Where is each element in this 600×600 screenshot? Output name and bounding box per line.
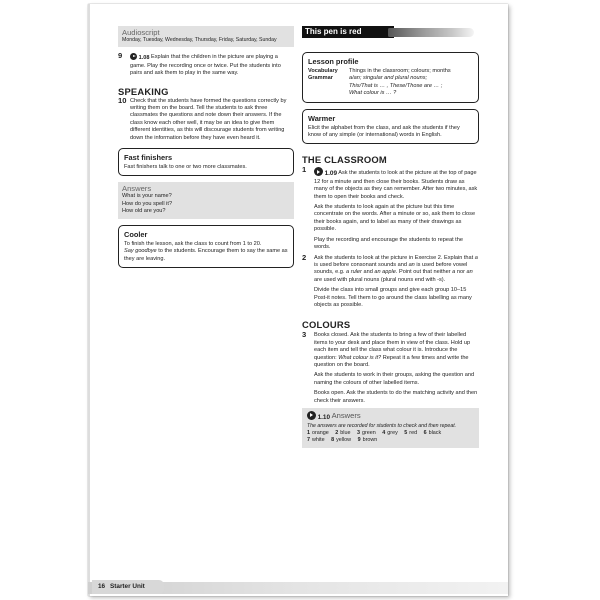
play-icon	[130, 53, 137, 60]
text-run: are used with plural nouns (plural nouns end with -s).	[314, 276, 446, 283]
grammar-label: Grammar	[308, 75, 333, 82]
italic-word: an apple.	[374, 269, 398, 276]
italic-word: a ruler	[346, 269, 362, 276]
answer-item	[307, 437, 325, 443]
play-icon	[307, 411, 316, 420]
text-run: Books closed. Ask the students to bring a few of their labelled items to your desk and place them in view of the class. Hold up each item and tell the class what colour it is. Introduce the question:	[314, 332, 471, 361]
answer-number: 5	[404, 430, 408, 437]
track-number: 1.10	[317, 414, 331, 421]
document-page	[88, 4, 508, 596]
answer-number: 8	[331, 437, 335, 444]
answer-item	[358, 437, 378, 443]
italic-word: a	[474, 254, 478, 261]
step-paragraph: Divide the class into small groups and give each group 10–15 Post-it notes. Tell them to go around the class labelling as many objects as possible.	[314, 287, 472, 308]
speaking-heading: SPEAKING	[118, 85, 169, 97]
text-run: and	[363, 269, 373, 276]
audioscript-box	[118, 26, 294, 47]
answer-number: 1	[307, 430, 310, 437]
grammar-line: a/an; singular and plural nouns;	[349, 75, 428, 82]
step-3	[302, 332, 479, 405]
cooler-rest: to the students. Encourage them to say the same as they are leaving.	[124, 248, 288, 262]
grammar-row	[308, 75, 473, 97]
answers-note	[307, 423, 474, 430]
step-text: Check that the students have formed the questions correctly by writing them on the board. Tell the students to ask three classmates the questions and note down their answers. If the class know each other well, it may be an idea to give them different identities, as this will discourage students from writing down the information before they have even heard it.	[130, 97, 287, 141]
step-2	[302, 252, 479, 310]
step-paragraph: Play the recording and encourage the students to repeat the words.	[314, 236, 463, 251]
step-number: 10	[118, 95, 127, 105]
answer-number: 9	[357, 437, 361, 444]
answer-line: How old are you?	[122, 208, 166, 215]
say-word: Say	[124, 248, 134, 255]
answer-word: yellow	[336, 437, 352, 444]
answer-number: 2	[335, 430, 339, 437]
cooler-line-1: To finish the lesson, ask the class to count from 1 to 20.	[124, 240, 262, 247]
answer-word: orange	[312, 430, 329, 437]
goodbye-word: goodbye	[135, 248, 157, 255]
vocabulary-row	[308, 68, 473, 75]
answers-box-right	[302, 408, 479, 448]
cooler-title: Cooler	[124, 229, 148, 239]
grammar-values	[349, 75, 473, 97]
text-run: Repeat it a few times and write the question on the board.	[314, 354, 469, 368]
text-run: is used before consonant sounds and	[314, 261, 407, 268]
audio-track	[314, 167, 337, 178]
answer-line: How do you spell it?	[122, 200, 173, 207]
answer-word: white	[312, 437, 325, 444]
audioscript-text: Monday, Tuesday, Wednesday, Thursday, Friday, Saturday, Sunday	[122, 37, 277, 43]
track-number: 1.09	[324, 170, 338, 178]
step-number: 2	[302, 252, 307, 262]
step-number: 9	[118, 51, 123, 61]
italic-word: an	[466, 269, 473, 276]
answer-item	[404, 430, 417, 436]
fast-finishers-title: Fast finishers	[124, 153, 173, 163]
page-footer	[88, 576, 508, 596]
answer-number: 7	[307, 437, 310, 444]
step-10	[118, 95, 294, 142]
answer-item	[424, 430, 442, 436]
track-number: 1.08	[138, 55, 150, 62]
step-number: 3	[302, 330, 307, 340]
step-1	[302, 167, 479, 251]
grammar-line: What colour is … ?	[349, 90, 397, 97]
answer-word: grey	[387, 430, 398, 437]
text-run: nor	[456, 269, 465, 276]
page-edge	[88, 4, 90, 596]
step-text: Ask the students to look at the picture at the top of page 12 for a minute and then close their books. Students draw as many of the objects as they can remember. After two minutes, ask them to open their books and check.	[314, 170, 478, 200]
play-icon	[314, 167, 323, 176]
answer-item	[382, 430, 398, 436]
step-paragraph: Ask the students to look again at the picture but this time concentrate on the words. After a minute or so, ask them to close their books again, and to label as many of their drawings as possible.	[314, 204, 476, 233]
italic-word: a	[452, 269, 456, 276]
step-paragraph	[314, 332, 479, 369]
vocabulary-label: Vocabulary	[308, 68, 338, 74]
italic-question: What colour is it?	[338, 354, 382, 361]
fast-finishers-box	[118, 148, 294, 176]
answers-row-2	[307, 437, 474, 444]
audioscript-title: Audioscript	[122, 28, 160, 37]
left-column	[118, 26, 294, 268]
answer-item	[357, 430, 376, 436]
answer-line: What is your name?	[122, 193, 172, 200]
grammar-line: This/That is … , These/Those are … ;	[349, 82, 443, 89]
text-run: Point out that neither	[398, 269, 451, 276]
step-text: Explain that the children in the picture are playing a game. Play the recording once or twice. Put the students into pairs and ask them to play in the same way.	[130, 54, 281, 77]
answer-word: blue	[340, 430, 351, 437]
lesson-profile-box	[302, 52, 479, 103]
answer-number: 3	[357, 430, 360, 437]
answer-word: green	[362, 430, 376, 437]
unit-name: Starter Unit	[110, 583, 145, 590]
answer-word: brown	[362, 437, 378, 444]
step-number: 1	[302, 165, 307, 175]
audio-track	[130, 53, 149, 62]
lesson-title: This pen is red	[305, 27, 362, 36]
answer-item	[335, 430, 350, 436]
text-run: Ask the students to look at the picture in Exercise 2. Explain that	[314, 254, 474, 261]
answers-row-1	[307, 430, 474, 437]
answer-word: red	[409, 430, 418, 437]
brush-stroke	[388, 28, 474, 37]
answers-title: Answers	[122, 184, 152, 194]
cooler-line-2	[124, 248, 288, 263]
right-column	[302, 52, 479, 448]
step-paragraph: Books open. Ask the students to do the matching activity and then check their answers.	[314, 390, 478, 404]
answer-item	[331, 437, 351, 443]
fast-finishers-text: Fast finishers talk to one or two more classmates.	[124, 164, 247, 171]
classroom-heading: THE CLASSROOM	[302, 154, 387, 166]
page-number: 16	[98, 583, 106, 590]
vocabulary-text: Things in the classroom; colours; months	[349, 68, 451, 74]
lesson-title-banner	[302, 24, 477, 40]
step-paragraph	[314, 255, 479, 285]
answers-title: Answers	[331, 411, 361, 420]
lesson-profile-title: Lesson profile	[308, 57, 359, 66]
colours-heading: COLOURS	[302, 319, 351, 331]
warmer-text: Elicit the alphabet from the class, and ask the students if they know of any simple (or international) words in English.	[308, 124, 460, 139]
cooler-box	[118, 225, 294, 268]
step-paragraph	[314, 167, 479, 201]
step-9	[118, 53, 294, 77]
answer-word: black	[428, 430, 442, 437]
warmer-box	[302, 109, 479, 145]
answers-header	[307, 411, 474, 423]
note-text: The answers are recorded for students to check and then repeat.	[307, 423, 457, 429]
step-paragraph: Ask the students to work in their groups, asking the question and naming the colours of other labelled items.	[314, 372, 475, 386]
warmer-title: Warmer	[308, 113, 336, 123]
answer-number: 4	[382, 430, 386, 437]
italic-word: an	[408, 261, 415, 268]
audio-track	[307, 411, 330, 423]
answer-item	[307, 430, 329, 436]
answer-number: 6	[423, 430, 427, 437]
answers-box-left	[118, 182, 294, 218]
text-run: is used before vowel sounds, e.g.	[314, 261, 468, 276]
